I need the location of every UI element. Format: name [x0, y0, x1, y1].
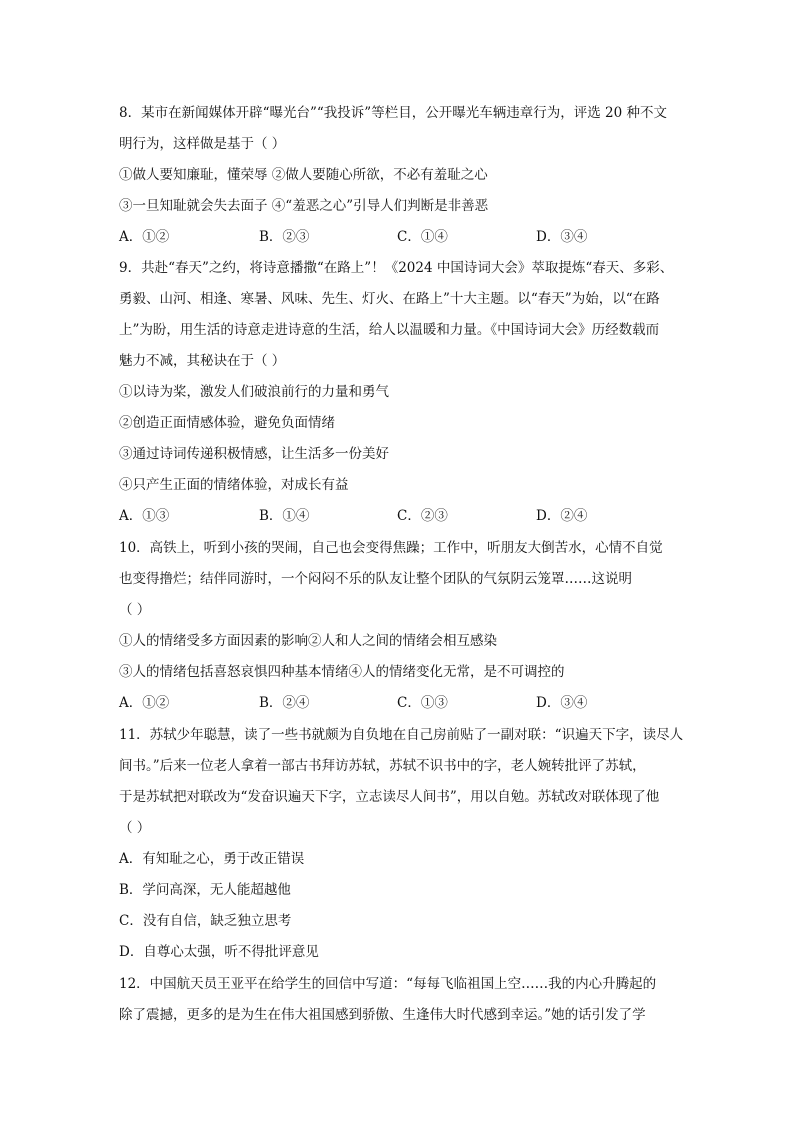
q10-option-c: C．①③	[397, 695, 448, 711]
q8-statement-1: ①做人要知廉耻，懂荣辱 ②做人要随心所欲，不必有羞耻之心	[119, 167, 488, 183]
q11-stem-line-4: （ ）	[119, 820, 151, 836]
q8-option-b: B．②③	[259, 229, 310, 245]
q9-statement-4: ④只产生正面的情绪体验，对成长有益	[119, 477, 349, 493]
q8-option-a: A．①②	[119, 229, 170, 245]
q9-option-b: B．①④	[259, 508, 310, 524]
q9-statement-1: ①以诗为桨，激发人们破浪前行的力量和勇气	[119, 384, 389, 400]
q9-statement-3: ③通过诗词传递积极情感，让生活多一份美好	[119, 446, 389, 462]
q8-stem-line-2: 明行为，这样做是基于（ ）	[119, 136, 286, 152]
q10-stem-line-2: 也变得撸烂；结伴同游时，一个闷闷不乐的队友让整个团队的气氛阴云笼罩……这说明	[119, 571, 632, 587]
q10-stem-line-1: 10．高铁上，听到小孩的哭闹，自己也会变得焦躁；工作中，听朋友大倒苦水，心情不自觉	[119, 540, 663, 556]
q9-stem-line-3: 上”为盼，用生活的诗意走进诗意的生活，给人以温暖和力量。《中国诗词大会》历经数载而	[119, 322, 660, 338]
q10-statement-2: ③人的情绪包括喜怒哀惧四种基本情绪④人的情绪变化无常，是不可调控的	[119, 664, 565, 680]
q12-stem-line-1: 12．中国航天员王亚平在给学生的回信中写道：“每每飞临祖国上空……我的内心升腾起的	[119, 976, 657, 992]
q11-option-c: C．没有自信，缺乏独立思考	[119, 913, 292, 929]
q9-statement-2: ②创造正面情感体验，避免负面情绪	[119, 415, 335, 431]
q10-option-b: B．②④	[259, 695, 310, 711]
q10-option-a: A．①②	[119, 695, 170, 711]
q9-stem-line-1: 9．共赴“春天”之约，将诗意播撒“在路上”！《2024 中国诗词大会》萃取提炼“春天、多彩、	[119, 260, 674, 276]
q10-stem-line-3: （ ）	[119, 602, 151, 618]
q8-stem-line-1: 8．某市在新闻媒体开辟“曝光台”“我投诉”等栏目，公开曝光车辆违章行为，评选 20 种不文	[119, 105, 667, 121]
q11-stem-line-2: 间书。”后来一位老人拿着一部古书拜访苏轼，苏轼不识书中的字，老人婉转批评了苏轼，	[119, 758, 646, 774]
q11-option-b: B．学问高深，无人能超越他	[119, 882, 291, 898]
q12-stem-line-2: 除了震撼，更多的是为生在伟大祖国感到骄傲、生逢伟大时代感到幸运。”她的话引发了学	[119, 1007, 646, 1023]
q11-option-d: D．自尊心太强，听不得批评意见	[119, 944, 319, 960]
q9-option-c: C．②③	[397, 508, 448, 524]
q10-option-d: D．③④	[536, 695, 588, 711]
q8-option-d: D．③④	[536, 229, 588, 245]
q9-option-d: D．②④	[536, 508, 588, 524]
q10-statement-1: ①人的情绪受多方面因素的影响②人和人之间的情绪会相互感染	[119, 633, 497, 649]
q11-option-a: A．有知耻之心，勇于改正错误	[119, 851, 305, 867]
q9-stem-line-2: 勇毅、山河、相逢、寒暑、风味、先生、灯火、在路上”十大主题。以“春天”为始，以“在路	[119, 291, 660, 307]
q9-option-a: A．①③	[119, 508, 170, 524]
q11-stem-line-1: 11．苏轼少年聪慧，读了一些书就颇为自负地在自己房前贴了一副对联：“识遍天下字，读尽人	[119, 727, 684, 743]
q11-stem-line-3: 于是苏轼把对联改为“发奋识遍天下字，立志读尽人间书”，用以自勉。苏轼改对联体现了他	[119, 789, 660, 805]
q8-statement-2: ③一旦知耻就会失去面子 ④“羞恶之心”引导人们判断是非善恶	[119, 198, 489, 214]
q8-option-c: C．①④	[397, 229, 448, 245]
q9-stem-line-4: 魅力不减，其秘诀在于（ ）	[119, 353, 286, 369]
